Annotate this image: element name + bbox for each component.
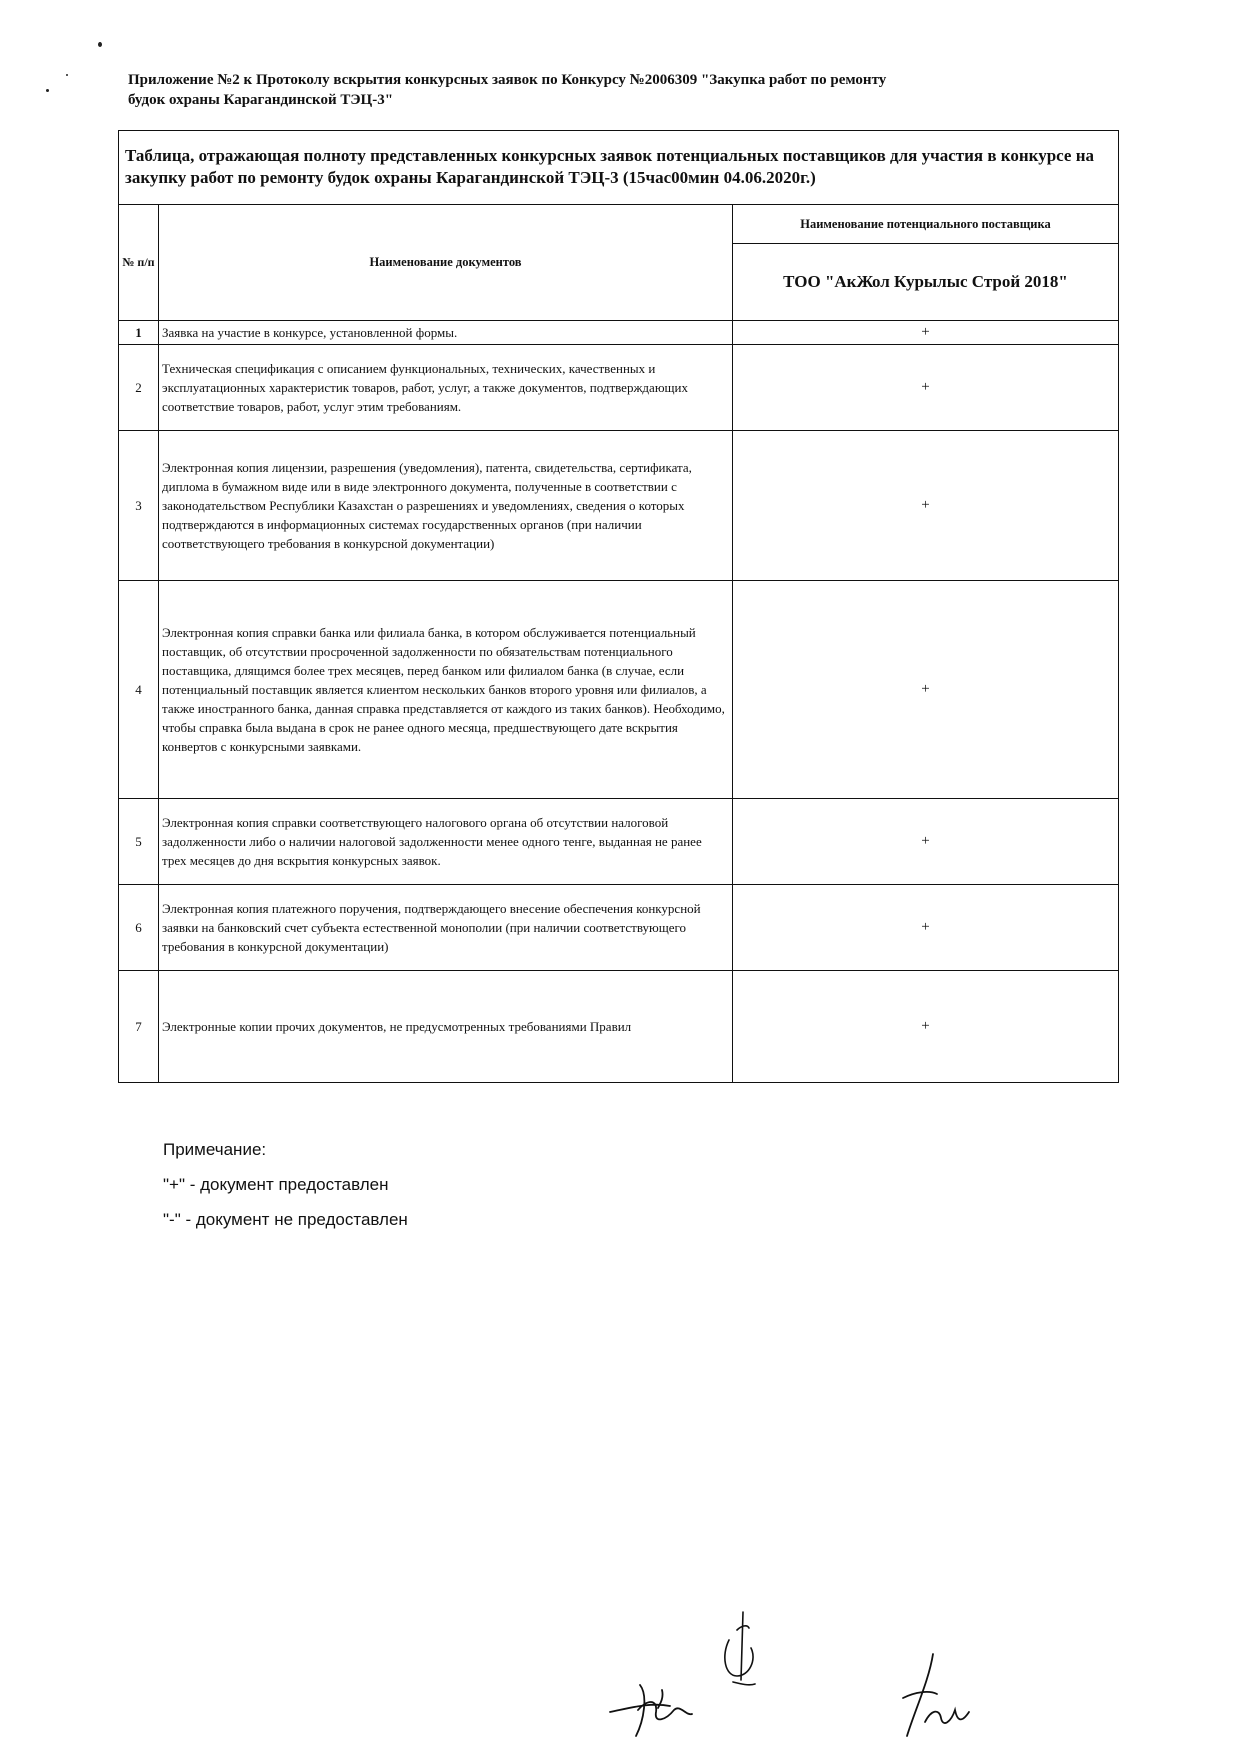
scan-speck — [98, 42, 102, 47]
table-row — [119, 885, 1119, 971]
row-mark: + — [733, 885, 1119, 971]
row-number: 7 — [119, 971, 159, 1083]
documents-table — [118, 130, 1119, 1083]
column-header-number: № п/п — [119, 205, 159, 321]
row-document-text: Электронная копия платежного поручения, подтверждающего внесение обеспечения конкурсной заявки на банковский счет субъекта естественной монополии (при наличии соответствующего требования в конкурсной документации) — [159, 885, 733, 971]
column-header-supplier: Наименование потенциального поставщика — [733, 205, 1119, 244]
signature-1 — [600, 1640, 710, 1740]
page-header — [128, 70, 1088, 110]
header-line-1: Приложение №2 к Протоколу вскрытия конкурсных заявок по Конкурсу №2006309 "Закупка работ по ремонту — [128, 72, 887, 88]
scan-speck — [66, 74, 68, 76]
table-row — [119, 431, 1119, 581]
note-plus-legend: "+" - документ предоставлен — [163, 1175, 389, 1194]
row-mark: + — [733, 431, 1119, 581]
row-document-text: Заявка на участие в конкурсе, установленной формы. — [159, 321, 733, 345]
row-number: 1 — [119, 321, 159, 345]
row-document-text: Техническая спецификация с описанием функциональных, технических, качественных и эксплуатационных характеристик товаров, работ, услуг, а также документов, подтверждающих соответствие товаров, работ, услуг этим требованиям. — [159, 345, 733, 431]
row-number: 6 — [119, 885, 159, 971]
table-caption: Таблица, отражающая полноту представленных конкурсных заявок потенциальных поставщиков для участия в конкурсе на закупку работ по ремонту будок охраны Карагандинской ТЭЦ-3 (15час00мин 04.06.2020г.) — [119, 131, 1119, 205]
row-mark: + — [733, 971, 1119, 1083]
column-header-documents: Наименование документов — [159, 205, 733, 321]
row-document-text: Электронная копия справки банка или филиала банка, в котором обслуживается потенциальный поставщик, об отсутствии просроченной задолженности по обязательствам потенциального поставщика, длящимся более трех месяцев, перед банком или филиалом банка (в случае, если потенциальный поставщик является клиентом нескольких банков второго уровня или филиалов, а также иностранного банка, данная справка представляется от каждого из таких банков). Необходимо, чтобы справка была выдана в срок не ранее одного месяца, предшествующего дате вскрытия конвертов с конкурсными заявками. — [159, 581, 733, 799]
row-document-text: Электронная копия справки соответствующего налогового органа об отсутствии налоговой задолженности либо о наличии налоговой задолженности менее одного тенге, выданная не ранее трех месяцев до дня вскрытия конкурсных заявок. — [159, 799, 733, 885]
note-minus-legend: "-" - документ не предоставлен — [163, 1210, 408, 1229]
signature-3 — [895, 1650, 975, 1740]
notes-title: Примечание: — [163, 1140, 267, 1159]
row-number: 2 — [119, 345, 159, 431]
table-row — [119, 581, 1119, 799]
row-mark: + — [733, 581, 1119, 799]
table-row — [119, 971, 1119, 1083]
table-row — [119, 345, 1119, 431]
row-mark: + — [733, 345, 1119, 431]
table-row — [119, 799, 1119, 885]
header-line-2: будок охраны Карагандинской ТЭЦ-3" — [128, 92, 394, 108]
row-mark: + — [733, 321, 1119, 345]
row-number: 4 — [119, 581, 159, 799]
scan-speck — [46, 89, 49, 92]
signature-2 — [715, 1610, 765, 1695]
row-number: 3 — [119, 431, 159, 581]
table-row — [119, 321, 1119, 345]
supplier-name: ТОО "АкЖол Курылыс Строй 2018" — [733, 244, 1119, 321]
row-document-text: Электронная копия лицензии, разрешения (уведомления), патента, свидетельства, сертификата, диплома в бумажном виде или в виде электронного документа, полученные в соответствии с законодательством Республики Казахстан о разрешениях и уведомлениях, сведения о которых подтверждаются в информационных системах государственных органов (при наличии соответствующего требования в конкурсной документации) — [159, 431, 733, 581]
notes-section — [163, 1140, 408, 1245]
row-document-text: Электронные копии прочих документов, не предусмотренных требованиями Правил — [159, 971, 733, 1083]
row-mark: + — [733, 799, 1119, 885]
row-number: 5 — [119, 799, 159, 885]
